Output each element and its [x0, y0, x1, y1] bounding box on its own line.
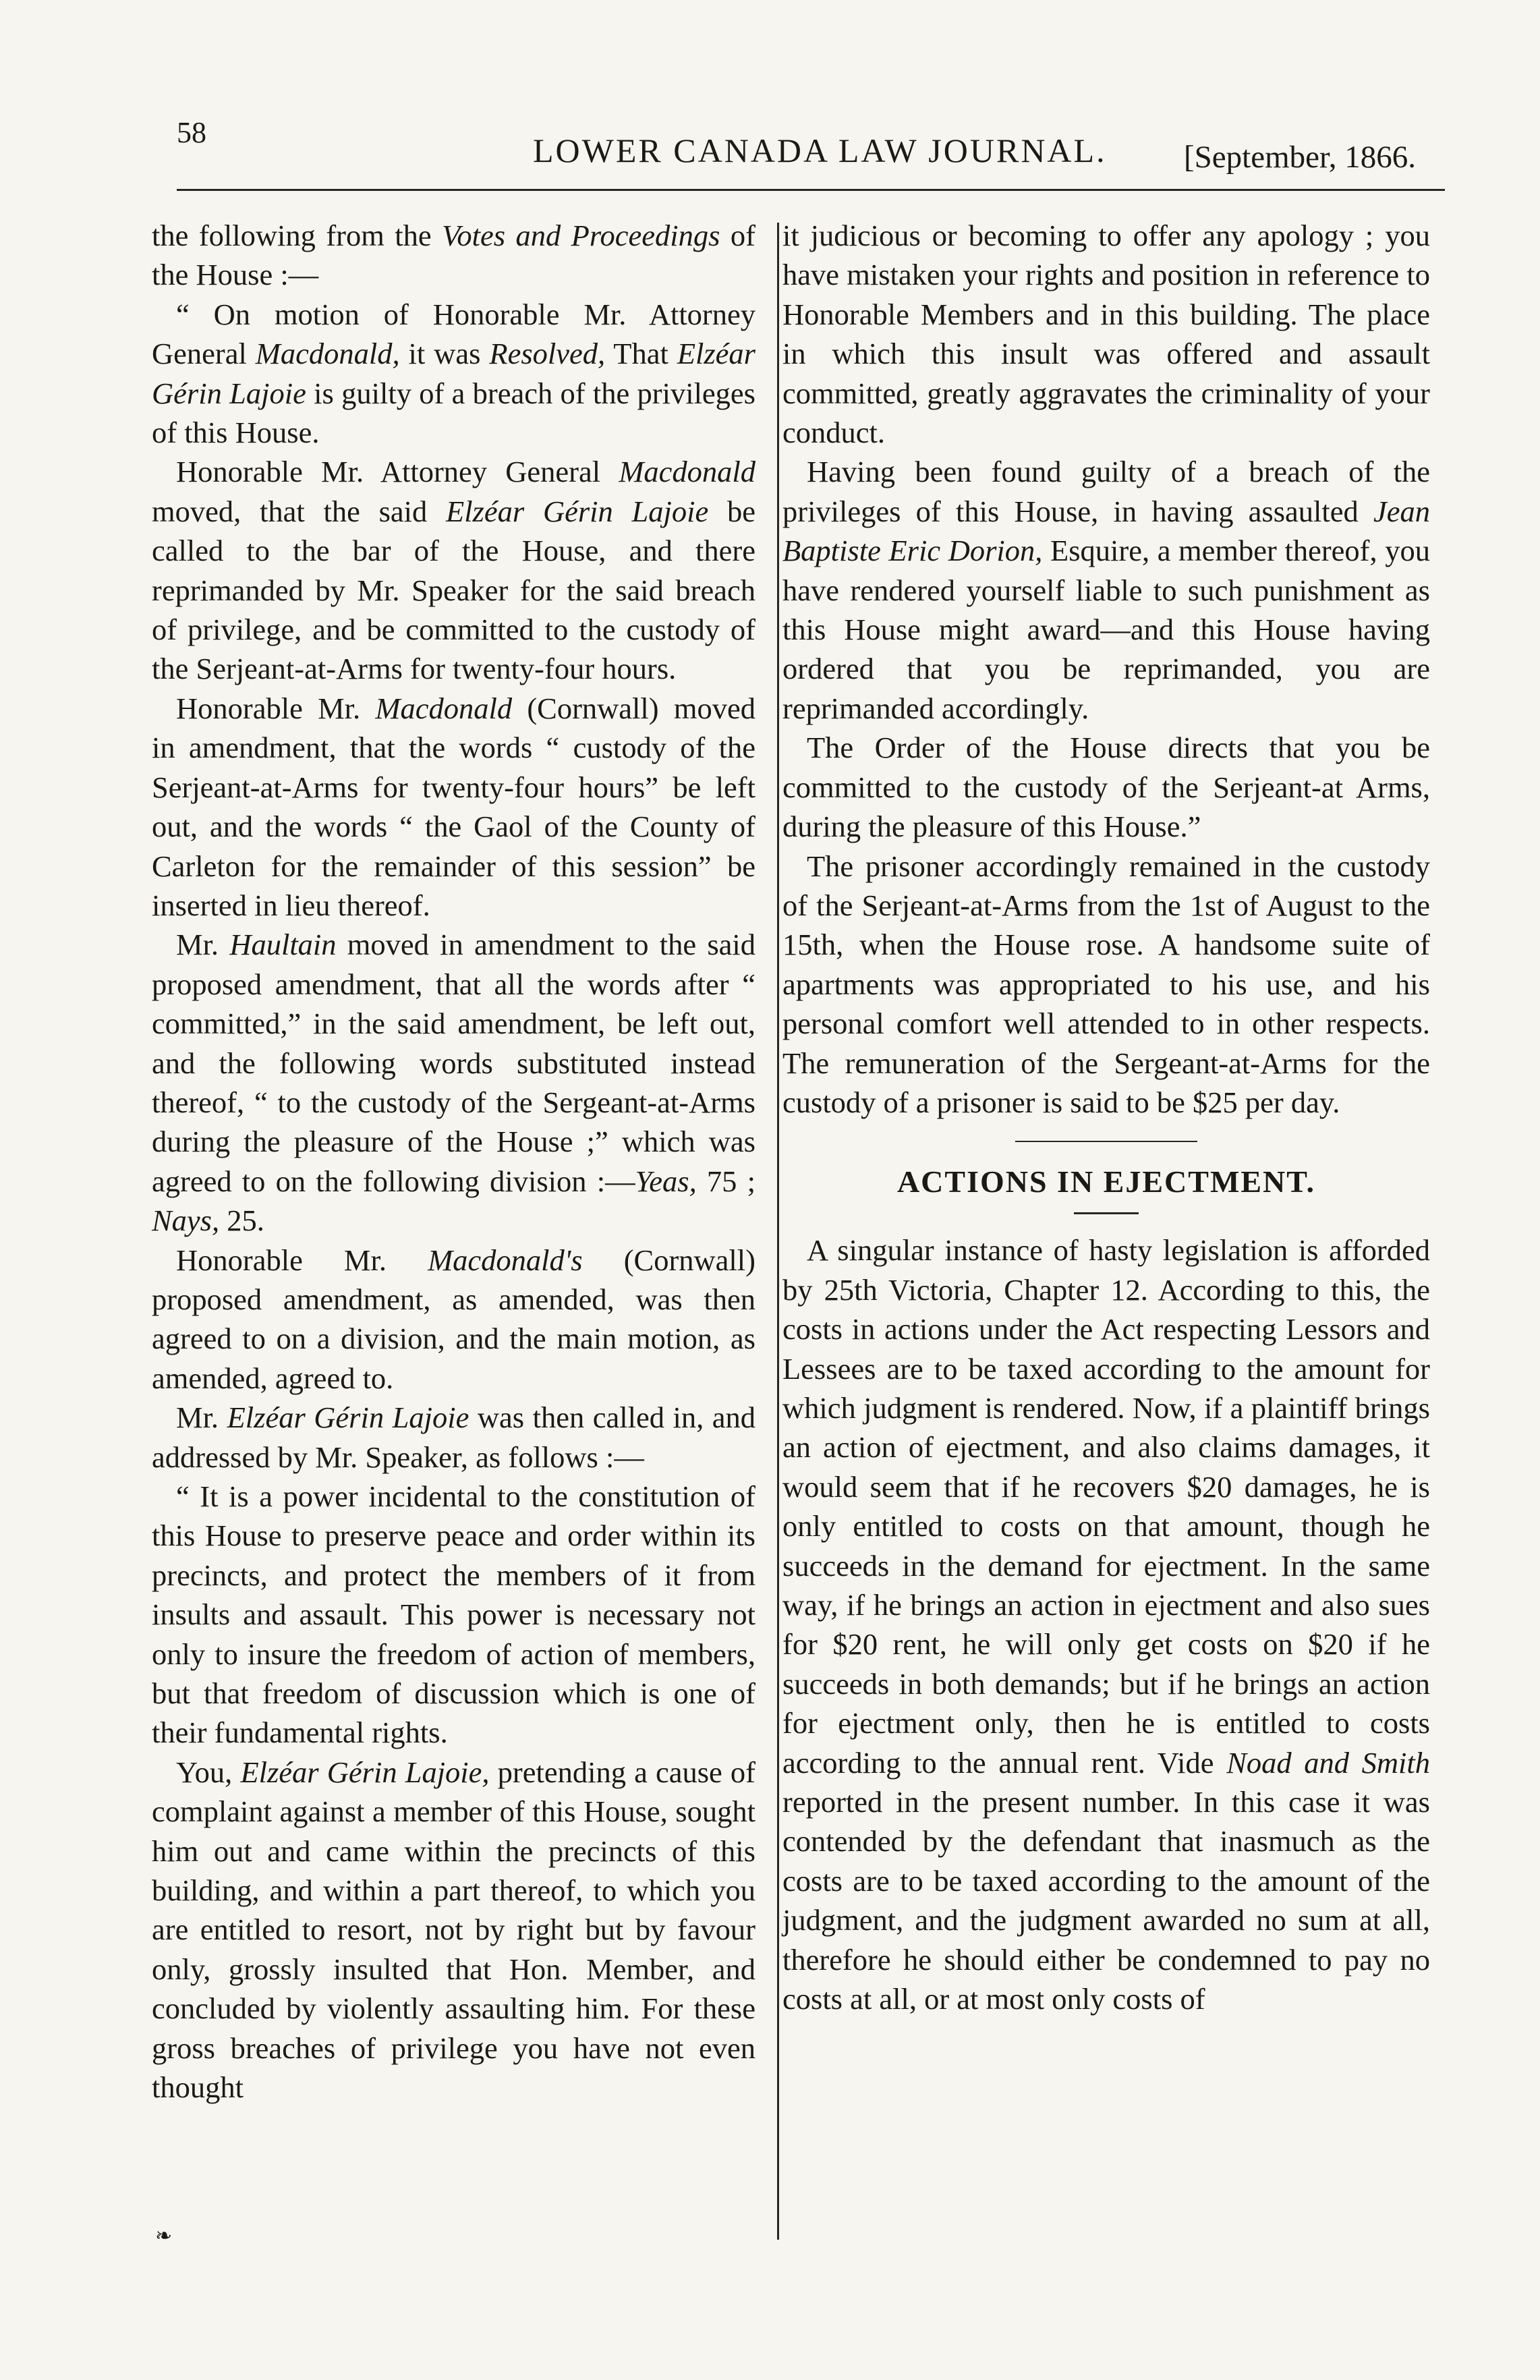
italic-text: Jean Baptiste Eric Dorion, [782, 494, 1430, 568]
text: Honorable Mr. [176, 691, 376, 725]
italic-text: Elzéar Gérin Lajoie [152, 337, 755, 410]
left-column [152, 216, 755, 2107]
text: Mr. [176, 1400, 227, 1435]
paragraph [152, 452, 755, 688]
text: Honorable Mr. [176, 1243, 428, 1277]
paragraph [152, 295, 755, 453]
page-number: 58 [177, 116, 206, 149]
right-column [782, 216, 1430, 2018]
journal-title: LOWER CANADA LAW JOURNAL. [533, 132, 1107, 169]
paragraph [782, 1230, 1430, 2018]
italic-text: Yeas, [635, 1164, 697, 1198]
paragraph: it judicious or becoming to offer any apology ; you have mistaken your rights and position in reference to Honorable Members and in this building. The place in which this insult was offered and assault committed, greatly aggravates the criminality of your conduct. [782, 219, 1430, 450]
text: the following from the [152, 219, 443, 252]
text: (Cornwall) proposed amendment, as amended, was then agreed to on a division, and the main motion, as amended, agreed to. [152, 1243, 755, 1395]
text: pretending a cause of complaint against a member of this House, sought him out and came within the precincts of this building, and within a part thereof, to which you are entitled to resort, not by right but by favour only, grossly insulted that Hon. Member, and concluded by violently assaulting him. For these gross breaches of privilege you have not even thought [152, 1755, 755, 2105]
text: Having been found guilty of a breach of the privileges of this House, in having assaulted [782, 455, 1430, 528]
header-rule [177, 189, 1445, 191]
paragraph [152, 689, 755, 925]
italic-text: Votes and Proceedings [442, 219, 720, 252]
italic-text: Resolved, [489, 337, 606, 371]
text: A singular instance of hasty legislation is afforded by 25th Victoria, Chapter 12. According to this, the costs in actions under the Act respecting Lessors and Lessees are to be taxed according to the amount for which judgment is rendered. Now, if a plaintiff brings an action of ejectment, and also claims damages, it would seem that if he recovers $20 damages, he is only entitled to costs on that amount, though he succeeds in the demand for ejectment. In the same way, if he brings an action in ejectment and also sues for $20 rent, he will only get costs on $20 if he succeeds in both demands; but if he brings an action for ejectment only, then he is entitled to costs according to the annual rent. Vide [782, 1233, 1430, 1780]
text: of the House :— [152, 219, 755, 292]
italic-text: Noad and Smith [1226, 1745, 1431, 1780]
text: is guilty of a breach of the privileges of this House. [152, 376, 756, 450]
italic-text: Macdonald [375, 691, 513, 725]
text: Esquire, a member thereof, you have rendered yourself liable to such punishment as this House might award—and this House having ordered that you be reprimanded, you are reprimanded accordingly. [782, 534, 1430, 725]
paragraph [152, 216, 755, 295]
text: it was [399, 337, 490, 371]
italic-text: Elzéar Gérin Lajoie, [240, 1755, 490, 1789]
italic-text: Haultain [229, 928, 337, 962]
section-heading: ACTIONS IN EJECTMENT. [896, 1164, 1316, 1199]
paragraph: “ It is a power incidental to the constitution of this House to preserve peace and order within its precincts, and protect the members of it from insults and assault. This power is necessary not only to insure the freedom of action of members, but that freedom of discussion which is one of their fundamental rights. [152, 1479, 755, 1750]
paragraph [152, 925, 755, 1240]
paragraph [782, 452, 1430, 728]
text: “ On motion of Honorable Mr. Attorney General [152, 297, 755, 371]
text: moved, that the said [152, 494, 447, 528]
text: reported in the present number. In this case it was contended by the defendant that inasmuch as the costs are to be taxed according to the amount of the judgment, and the judgment awarded no sum at all, therefore he should either be condemned to pay no costs at all, or at most only costs of [782, 1785, 1430, 2016]
italic-text: Macdonald [619, 455, 755, 489]
column-rule [777, 223, 779, 2240]
text: was then called in, and addressed by Mr. Speaker, as follows :— [152, 1400, 755, 1474]
italic-text: Elzéar Gérin Lajoie [446, 494, 709, 528]
text: That [605, 337, 677, 371]
paragraph [152, 1753, 755, 2107]
italic-text: Macdonald's [428, 1243, 583, 1277]
text: Honorable Mr. Attorney General [176, 455, 619, 489]
issue-date: [September, 1866. [1184, 140, 1417, 175]
section-divider [1015, 1141, 1197, 1142]
text: 75 ; [696, 1164, 755, 1198]
text: Mr. [176, 928, 230, 962]
paragraph: The Order of the House directs that you be committed to the custody of the Serjeant-at Arms, during the pleasure of this House.” [782, 731, 1430, 844]
italic-text: Macdonald, [255, 337, 400, 371]
paragraph [152, 1241, 755, 1398]
text: 25. [219, 1203, 264, 1238]
italic-text: Elzéar Gérin Lajoie [227, 1400, 469, 1435]
italic-text: Nays, [152, 1203, 220, 1238]
text: (Cornwall) moved in amendment, that the words “ custody of the Serjeant-at-Arms for twenty-four hours” be left out, and the words “ the Gaol of the County of Carleton for the remainder of this session” be inserted in lieu thereof. [152, 691, 755, 922]
margin-mark: ❧ [155, 2225, 173, 2247]
text: You, [176, 1755, 241, 1789]
text: be called to the bar of the House, and there reprimanded by Mr. Speaker for the said breach of privilege, and be committed to the custody of the Serjeant-at-Arms for twenty-four hours. [152, 494, 755, 686]
heading-underline [1074, 1212, 1139, 1214]
paragraph [152, 1398, 755, 1477]
paragraph: The prisoner accordingly remained in the custody of the Serjeant-at-Arms from the 1st of August to the 15th, when the House rose. A handsome suite of apartments was appropriated to his use, and his personal comfort well attended to in other respects. The remuneration of the Sergeant-at-Arms for the custody of a prisoner is said to be $25 per day. [782, 849, 1430, 1119]
text: moved in amendment to the said proposed amendment, that all the words after “ committed,” in the said amendment, be left out, and the following words substituted instead thereof, “ to the custody of the Sergeant-at-Arms during the pleasure of the House ;” which was agreed to on the following division :— [152, 928, 756, 1198]
